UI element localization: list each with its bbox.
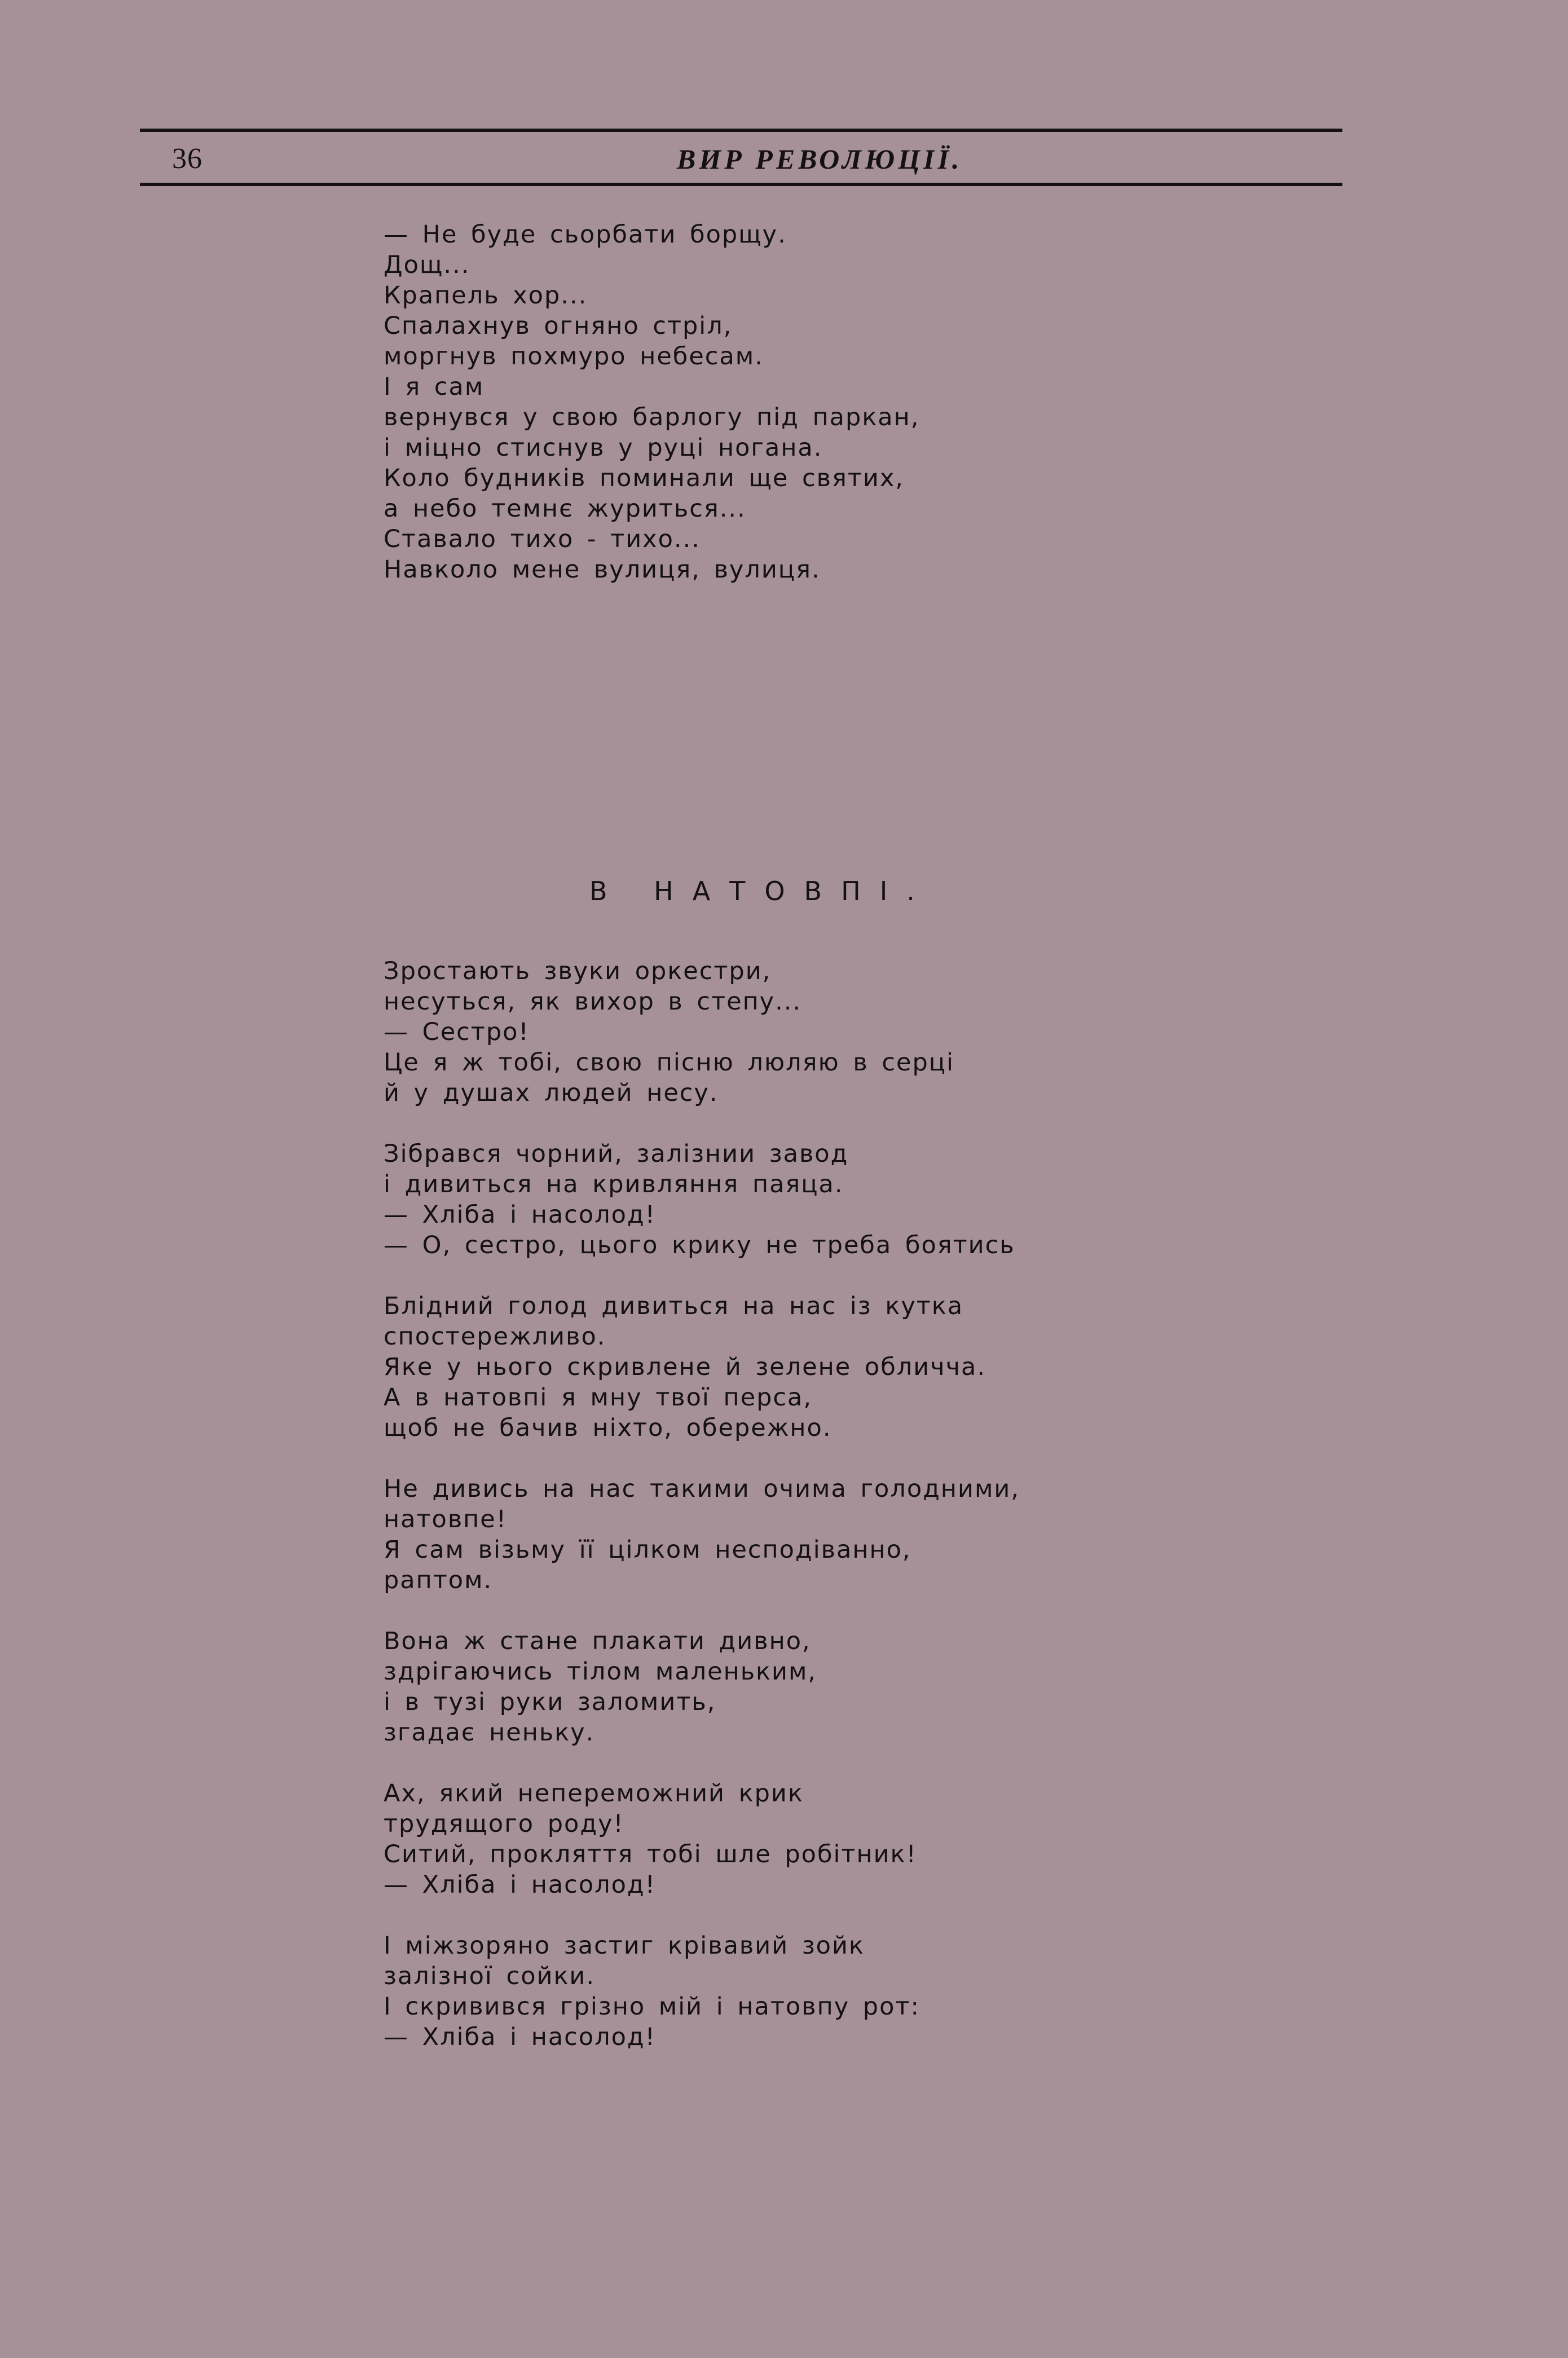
verse-line: вернувся у свою барлогу під паркан, <box>384 403 920 431</box>
verse-line: Не дивись на нас такими очима голодними, <box>384 1475 1020 1503</box>
verse-line: Зібрався чорний, залізнии завод <box>384 1140 849 1168</box>
verse-line: і в тузі руки заломить, <box>384 1688 716 1716</box>
verse-line: Блідний голод дивиться на нас із кутка <box>384 1292 964 1320</box>
stanza <box>384 1778 1286 1900</box>
verse-line: щоб не бачив ніхто, обережно. <box>384 1414 832 1442</box>
page-number: 36 <box>172 143 202 175</box>
verse-line: — Хліба і насолод! <box>384 2023 656 2051</box>
verse-line: І міжзоряно застиг крівавий зойк <box>384 1932 865 1960</box>
verse-line: Я сам візьму її цілком несподіванно, <box>384 1536 911 1564</box>
verse-line: Ситий, прокляття тобі шле робітник! <box>384 1840 917 1868</box>
poem-body <box>384 956 1286 2052</box>
verse-line: Вона ж стане плакати дивно, <box>384 1627 811 1655</box>
verse-line: здрігаючись тілом маленьким, <box>384 1658 817 1686</box>
verse-line: залізної сойки. <box>384 1962 596 1990</box>
verse-line: Зростають звуки оркестри, <box>384 957 772 985</box>
verse-line: трудящого роду! <box>384 1810 624 1838</box>
header-rule-bottom <box>140 183 1342 186</box>
verse-line: згадає неньку. <box>384 1718 595 1747</box>
verse-line: й у душах людей несу. <box>384 1079 719 1107</box>
verse-line: Це я ж тобі, свою пісню люляю в серці <box>384 1048 954 1077</box>
verse-line: несуться, як вихор в степу... <box>384 988 802 1016</box>
verse-line: раптом. <box>384 1566 493 1594</box>
poem-title: В НАТОВПІ. <box>589 876 934 906</box>
verse-line: моргнув похмуро небесам. <box>384 342 764 371</box>
verse-line: Ах, який непереможний крик <box>384 1779 804 1808</box>
verse-line: Яке у нього скривлене й зелене обличча. <box>384 1353 986 1381</box>
stanza <box>384 1291 1286 1443</box>
header-rule-top <box>140 129 1342 132</box>
verse-line: І скривився грізно мій і натовпу рот: <box>384 1993 920 2021</box>
verse-line: а небо темнє журиться... <box>384 495 746 523</box>
verse-line: А в натовпі я мну твої перса, <box>384 1383 813 1412</box>
stanza <box>384 956 1286 1108</box>
verse-line: — О, сестро, цього крику не треба боятись <box>384 1231 1015 1259</box>
verse-line: — Не буде сьорбати борщу. <box>384 221 787 249</box>
verse-line: і дивиться на кривляння паяца. <box>384 1170 844 1198</box>
verse-line: спостережливо. <box>384 1323 606 1351</box>
verse-line: Навколо мене вулиця, вулиця. <box>384 556 821 584</box>
verse-line: і міцно стиснув у руці ногана. <box>384 434 823 462</box>
verse-line: натовпе! <box>384 1505 507 1533</box>
verse-line: Крапель хор... <box>384 281 588 310</box>
stanza <box>384 1139 1286 1260</box>
verse-line: — Хліба і насолод! <box>384 1201 656 1229</box>
verse-line: Дощ... <box>384 251 470 279</box>
verse-line: Ставало тихо - тихо... <box>384 525 701 553</box>
stanza <box>384 1474 1286 1595</box>
running-title: ВИР РЕВОЛЮЦІЇ. <box>677 143 963 175</box>
stanza <box>384 1626 1286 1748</box>
verse-line: Спалахнув огняно стріл, <box>384 312 733 340</box>
previous-poem-ending <box>384 219 1286 585</box>
verse-line: І я сам <box>384 373 485 401</box>
verse-line: — Сестро! <box>384 1018 530 1046</box>
verse-line: — Хліба і насолод! <box>384 1871 656 1899</box>
verse-line: Коло будників поминали ще святих, <box>384 464 904 492</box>
stanza <box>384 1931 1286 2052</box>
